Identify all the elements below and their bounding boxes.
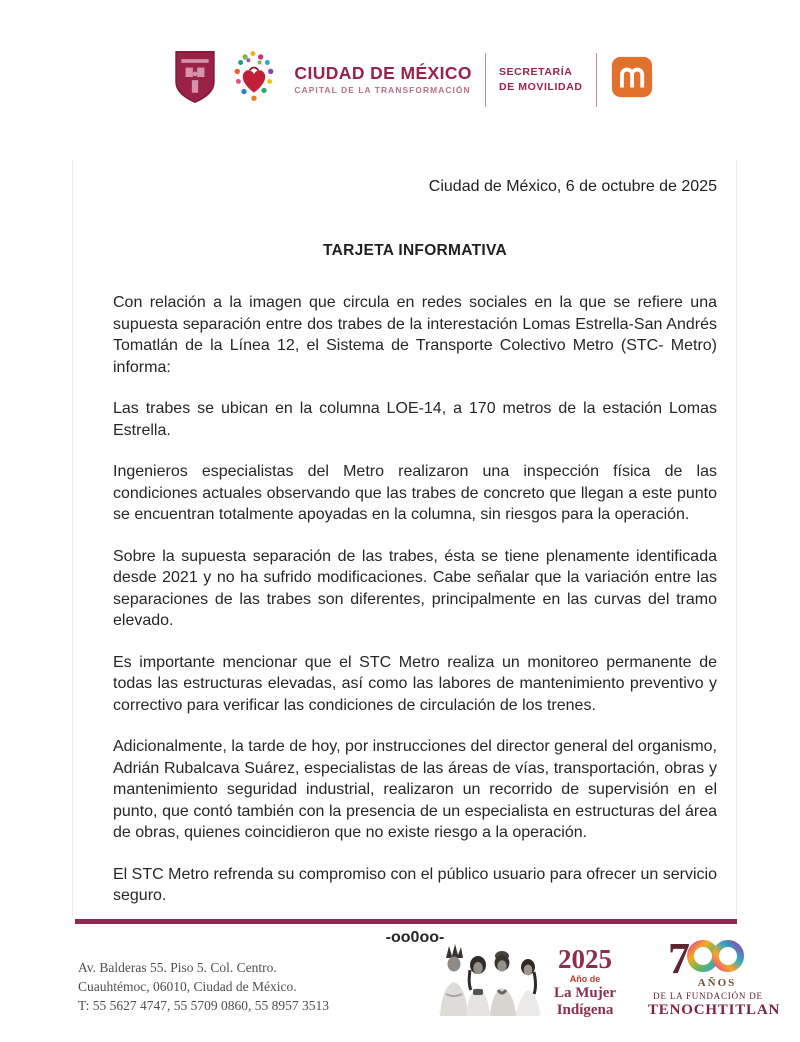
page-edge-left (72, 160, 73, 915)
campaign-pre: Año de (569, 974, 601, 984)
city-name: CIUDAD DE MÉXICO (294, 62, 472, 83)
letter-body (113, 292, 717, 948)
anniversary-number (648, 936, 768, 982)
campaign-line1: La Mujer (554, 985, 617, 1001)
page-edge-right (736, 160, 737, 915)
secretariat-line2: DE MOVILIDAD (498, 80, 583, 93)
cdmx-shield-icon (174, 49, 216, 110)
closing-mark: -oo0oo- (385, 928, 445, 946)
body-paragraph: Ingenieros especialistas del Metro realizaron una inspección física de las condiciones actuales observando que las trabes de concreto que llegan a este punto se encuentran totalmente apoyadas en la columna, sin riesgos para la operación. (113, 463, 717, 523)
footer-rule (75, 919, 737, 924)
body-paragraph: Es importante mencionar que el STC Metro realiza un monitoreo permanente de todas las estructuras elevadas, así como las labores de mantenimiento preventivo y correctivo para verificar las condiciones de circulación de los trenes. (113, 653, 717, 714)
anniversary-700-logo (648, 934, 781, 1018)
address-line1: Av. Balderas 55. Piso 5. Col. Centro. (78, 960, 277, 975)
body-paragraph: El STC Metro refrenda su compromiso con el público usuario para ofrecer un servicio seguro. (113, 865, 717, 904)
document-title: TARJETA INFORMATIVA (323, 242, 507, 259)
letterhead (0, 48, 800, 111)
campaign-wordmark (554, 946, 616, 1021)
header-divider-2 (596, 53, 597, 107)
anniversary-anos: AÑOS (697, 977, 737, 989)
anniversary-rings-icon (686, 936, 748, 982)
address-line3: T: 55 5627 4747, 55 5709 0860, 55 8957 3513 (78, 998, 329, 1013)
header-divider-1 (485, 53, 486, 107)
body-paragraph: Adicionalmente, la tarde de hoy, por instrucciones del director general del organismo, Adrián Rubalcava Suárez, especialistas de las áreas de vías, transportación, obras y mantenimiento seguridad industrial, realizaron un recorrido de supervisión en el punto, que contó también con la presencia de un especialista en estructuras del área de obras, quienes coincidieron que no existe riesgo a la operación. (113, 738, 717, 841)
cdmx-wordmark (292, 64, 472, 95)
campaign-year: 2025 (558, 944, 613, 974)
campaign-line2: Indígena (556, 1002, 614, 1018)
secretariat-line1: SECRETARÍA (498, 66, 573, 79)
footer-address (78, 958, 329, 1015)
metro-logo-icon (610, 55, 654, 104)
campaign-2025 (436, 942, 616, 1021)
body-paragraph: Con relación a la imagen que circula en redes sociales en la que se refiere una supuesta separación entre dos trabes de la interestación Lomas Estrella-San Andrés Tomatlán de la Línea 12, el Sistema de Transporte Colectivo Metro (STC- Metro) informa: (113, 294, 717, 376)
body-paragraph: Las trabes se ubican en la columna LOE-14, a 170 metros de la estación Lomas Estrella. (113, 400, 717, 439)
secretariat-wordmark (499, 65, 583, 93)
anniversary-line2: TENOCHTITLAN (648, 1002, 781, 1018)
cdmx-heart-icon (229, 48, 279, 111)
anniversary-line1: DE LA FUNDACIÓN DE (653, 991, 763, 1001)
indigenous-women-photo (436, 942, 544, 1021)
body-paragraph: Sobre la supuesta separación de las trabes, ésta se tiene plenamente identificada desde 2021 y no ha sufrido modificaciones. Cabe señalar que la variación entre las separaciones de las trabes son diferentes, principalmente en las curvas del tramo elevado. (113, 547, 717, 629)
city-tagline: CAPITAL DE LA TRANSFORMACIÓN (294, 85, 471, 95)
date-line: Ciudad de México, 6 de octubre de 2025 (428, 178, 717, 195)
address-line2: Cuauhtémoc, 06010, Ciudad de México. (78, 979, 297, 994)
anniversary-seven: 7 (668, 934, 690, 983)
